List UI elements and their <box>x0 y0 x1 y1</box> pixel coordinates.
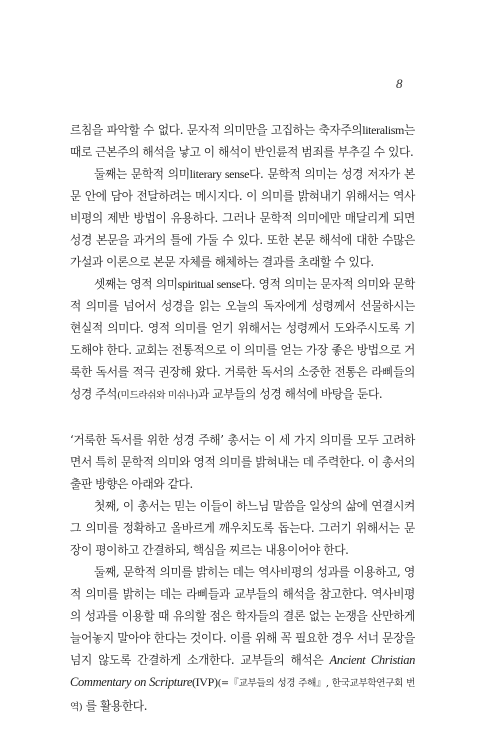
text-block-upper <box>70 119 415 407</box>
paragraph-literary-sense: 둘째는 문학적 의미literary sense다. 문학적 의미는 성경 저자가 본문 안에 담아 전달하려는 메시지다. 이 의미를 밝혀내기 위해서는 역사비평의 제반 방법이 유용하다. 그러나 문학적 의미에만 매달리게 되면 성경 본문을 과거의 틀에 가둘 수 있다. 또한 본문 해석에 대한 수많은 가설과 이론으로 본문 자체를 해체하는 결과를 초래할 수 있다. <box>70 167 415 269</box>
text-block-lower <box>70 429 415 719</box>
paragraph-spiritual-sense: 셋째는 영적 의미spiritual sense다. 영적 의미는 문자적 의미와 문학적 의미를 넘어서 성경을 읽는 오늘의 독자에게 성령께서 선물하시는 현실적 의미다. 영적 의미를 얻기 위해서는 성령께서 도와주시도록 기도해야 한다. 교회는 전통적으로 이 의미를 얻는 가장 좋은 방법으로 거룩한 독서를 적극 권장해 왔다. 거룩한 독서의 소중한 전통은 라삐들의 성경 주석(미드라쉬와 미쉬나)과 교부들의 성경 해석에 바탕을 둔다. <box>70 277 415 401</box>
paragraph-series-intro: ‘거룩한 독서를 위한 성경 주해’ 총서는 이 세 가지 의미를 모두 고려하면서 특히 문학적 의미와 영적 의미를 밝혀내는 데 주력한다. 이 총서의 출판 방향은 아래와 같다. <box>70 433 415 491</box>
page-number: 8 <box>396 76 403 91</box>
paragraph-literal-sense: 르침을 파악할 수 없다. 문자적 의미만을 고집하는 축자주의literalism는 때로 근본주의 해석을 낳고 이 해석이 반인륜적 범죄를 부추길 수 있다. <box>70 123 415 159</box>
paragraph-second-principle: 둘째, 문학적 의미를 밝히는 데는 역사비평의 성과를 이용하고, 영적 의미를 밝히는 데는 라삐들과 교부들의 해석을 참고한다. 역사비평의 성과를 이용할 때 유의할 점은 학자들의 결론 없는 논쟁을 산만하게 늘어놓지 말아야 한다는 것이다. 이를 위해 꼭 필요한 경우 서너 문장을 넘지 않도록 간결하게 소개한다. 교부들의 해석은 Ancient Christian Commentary on Scripture(IVP)(=『교부들의 성경 주해』, 한국교부학연구회 번역) 를 활용한다. <box>70 565 415 713</box>
paragraph-first-principle: 첫째, 이 총서는 믿는 이들이 하느님 말씀을 일상의 삶에 연결시켜 그 의미를 정확하고 올바르게 깨우치도록 돕는다. 그러기 위해서는 문장이 평이하고 간결하되, 핵심을 찌르는 내용이어야 한다. <box>70 499 415 557</box>
